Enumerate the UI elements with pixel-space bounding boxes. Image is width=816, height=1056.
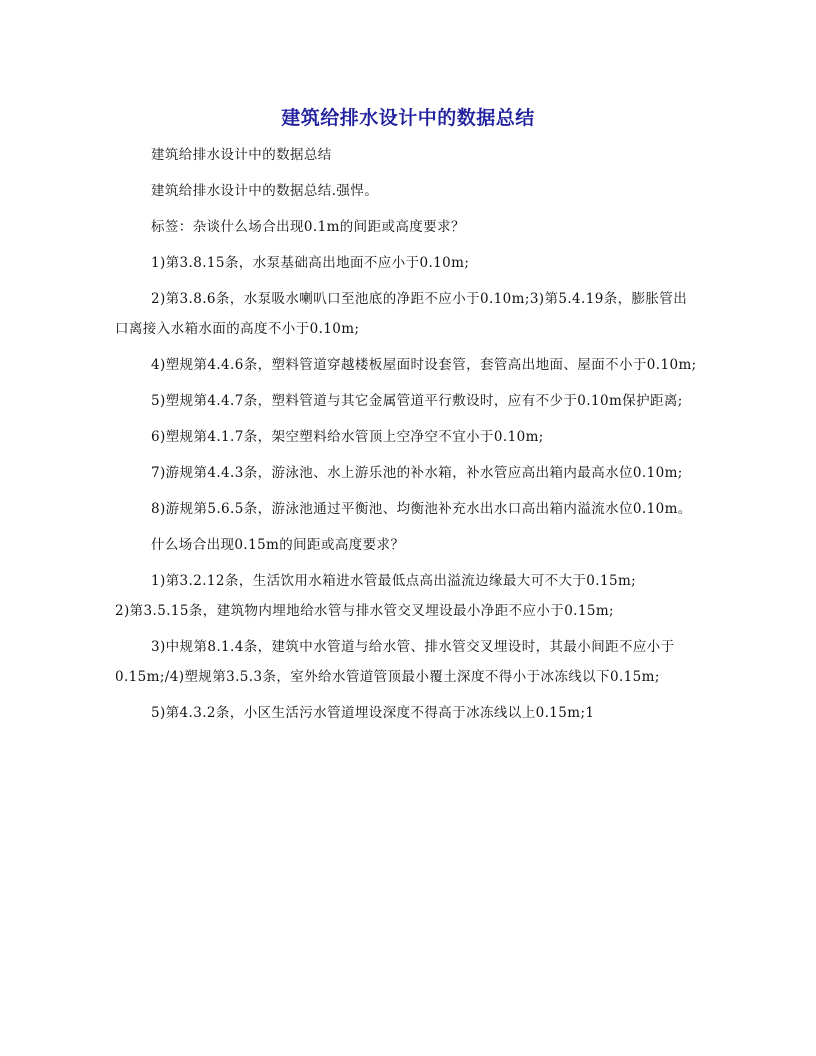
document-body [115, 140, 697, 728]
paragraph-item: 1)第3.8.15条，水泵基础高出地面不应小于0.10m; [151, 255, 470, 271]
paragraph-tags-question: 标签：杂谈什么场合出现0.1m的间距或高度要求？ [151, 219, 465, 235]
paragraph-item: 8)游规第5.6.5条，游泳池通过平衡池、均衡池补充水出水口高出箱内溢流水位0.10m。 [151, 501, 692, 517]
paragraph-item: 5)第4.3.2条，小区生活污水管道埋设深度不得高于冰冻线以上0.15m;1 [151, 705, 595, 721]
paragraph-item: 4)塑规第4.4.6条，塑料管道穿越楼板屋面时设套管，套管高出地面、屋面不小于0.10m; [151, 357, 697, 373]
paragraph-item: 2)第3.5.15条，建筑物内埋地给水管与排水管交叉埋设最小净距不应小于0.15m; [115, 603, 615, 619]
paragraph-subtitle: 建筑给排水设计中的数据总结 [151, 147, 332, 163]
paragraph-intro: 建筑给排水设计中的数据总结.强悍。 [151, 183, 379, 199]
paragraph-item: 2)第3.8.6条，水泵吸水喇叭口至池底的净距不应小于0.10m;3)第5.4.19条，膨胀管出口离接入水箱水面的高度不小于0.10m; [115, 291, 688, 337]
paragraph-item: 6)塑规第4.1.7条，架空塑料给水管顶上空净空不宜小于0.10m; [151, 429, 544, 445]
document-title: 建筑给排水设计中的数据总结 [281, 107, 535, 129]
paragraph-item: 3)中规第8.1.4条，建筑中水管道与给水管、排水管交叉埋设时，其最小间距不应小于0.15m;/4)塑规第3.5.3条，室外给水管道管顶最小覆土深度不得小于冰冻线以下0.15m; [115, 639, 675, 685]
paragraph-item: 5)塑规第4.4.7条，塑料管道与其它金属管道平行敷设时，应有不少于0.10m保护距离; [151, 393, 683, 409]
paragraph-item: 7)游规第4.4.3条，游泳池、水上游乐池的补水箱，补水管应高出箱内最高水位0.10m; [151, 465, 683, 481]
paragraph-item: 1)第3.2.12条，生活饮用水箱进水管最低点高出溢流边缘最大可不大于0.15m; [151, 573, 637, 589]
paragraph-section-question: 什么场合出现0.15m的间距或高度要求？ [151, 537, 405, 553]
